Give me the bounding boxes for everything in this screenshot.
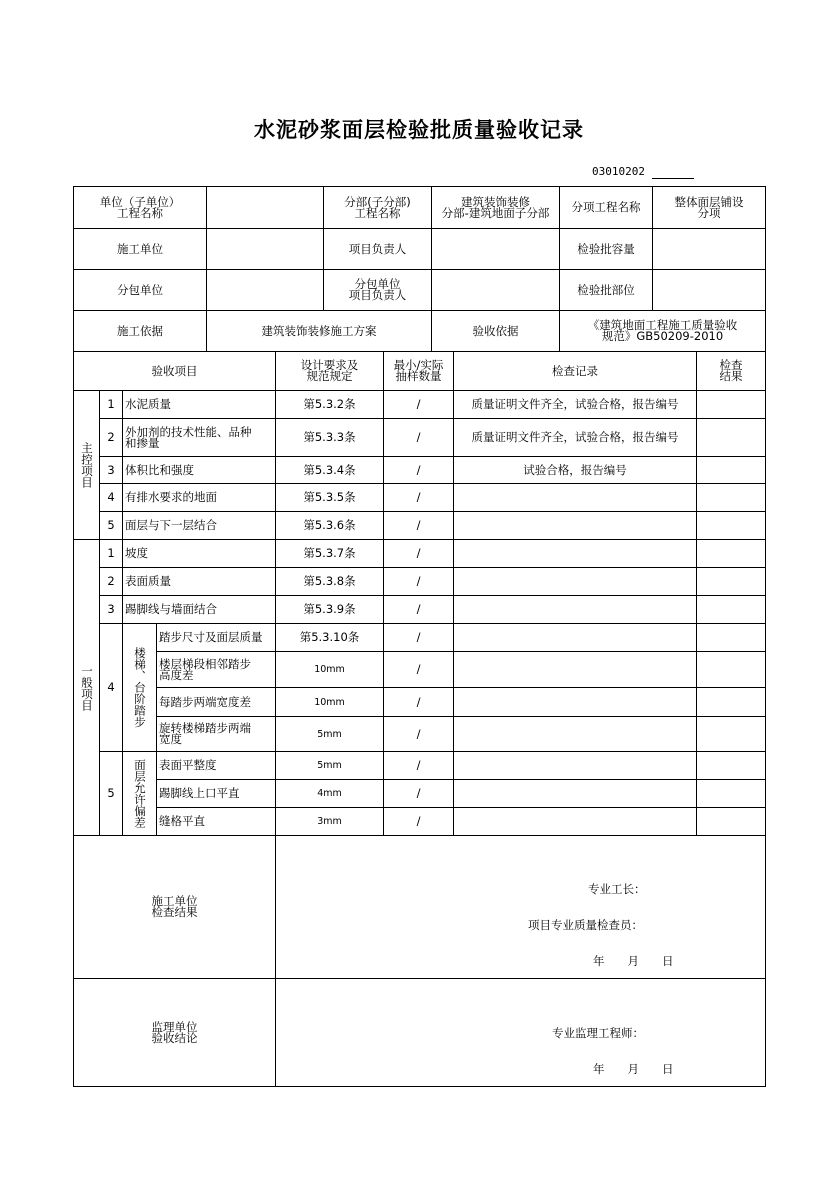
row-number: 2 xyxy=(99,567,123,596)
subitem-label: 分项工程名称 xyxy=(559,186,653,229)
inspection-record[interactable] xyxy=(453,511,697,540)
sub-lead-label: 分包单位 项目负责人 xyxy=(323,269,432,311)
inspection-result[interactable] xyxy=(696,539,766,568)
design-requirement: 3mm xyxy=(275,807,384,836)
design-requirement: 第5.3.9条 xyxy=(275,595,384,624)
contractor-label: 施工单位 xyxy=(73,228,207,270)
inspection-record[interactable]: 质量证明文件齐全，试验合格，报告编号 xyxy=(453,418,697,457)
sample-quantity[interactable]: / xyxy=(383,567,454,596)
inspection-result[interactable] xyxy=(696,623,766,652)
division-field[interactable]: 建筑装饰装修 分部-建筑地面子分部 xyxy=(431,186,560,229)
inspection-item: 楼层梯段相邻踏步 高度差 xyxy=(156,651,276,688)
supervising-engineer-signature-label: 专业监理工程师： xyxy=(552,1026,644,1040)
batch-location-label: 检验批部位 xyxy=(559,269,653,311)
inspection-result[interactable] xyxy=(696,651,766,688)
code-suffix-blank[interactable] xyxy=(652,178,694,179)
inspection-item: 表面平整度 xyxy=(156,751,276,780)
design-requirement: 10mm xyxy=(275,651,384,688)
supervisor-check-label: 监理单位 验收结论 xyxy=(73,978,276,1087)
inspection-result[interactable] xyxy=(696,751,766,780)
page-title: 水泥砂浆面层检验批质量验收记录 xyxy=(254,118,584,142)
general-group-label: 一般项目 xyxy=(73,539,100,836)
inspection-record[interactable] xyxy=(453,483,697,512)
inspection-record[interactable] xyxy=(453,716,697,752)
sample-quantity[interactable]: / xyxy=(383,483,454,512)
sample-quantity[interactable]: / xyxy=(383,807,454,836)
stairs-subgroup-label: 楼梯、台阶踏步 xyxy=(122,623,157,752)
sample-quantity[interactable]: / xyxy=(383,751,454,780)
sample-quantity[interactable]: / xyxy=(383,511,454,540)
inspection-result[interactable] xyxy=(696,595,766,624)
construction-basis-field[interactable]: 建筑装饰装修施工方案 xyxy=(206,310,432,352)
sample-quantity[interactable]: / xyxy=(383,651,454,688)
sample-quantity[interactable]: / xyxy=(383,539,454,568)
design-requirement: 10mm xyxy=(275,687,384,717)
subitem-field[interactable]: 整体面层铺设 分项 xyxy=(652,186,766,229)
sample-quantity[interactable]: / xyxy=(383,456,454,484)
column-header-sample: 最小/实际 抽样数量 xyxy=(383,351,454,391)
sample-quantity[interactable]: / xyxy=(383,623,454,652)
inspection-result[interactable] xyxy=(696,779,766,808)
supervisor-check-area[interactable] xyxy=(275,978,766,1087)
design-requirement: 第5.3.8条 xyxy=(275,567,384,596)
design-requirement: 第5.3.6条 xyxy=(275,511,384,540)
inspection-item: 面层与下一层结合 xyxy=(122,511,276,540)
design-requirement: 第5.3.7条 xyxy=(275,539,384,568)
inspection-result[interactable] xyxy=(696,567,766,596)
inspection-item: 踏步尺寸及面层质量 xyxy=(156,623,276,652)
row-number: 4 xyxy=(99,623,123,752)
batch-capacity-field[interactable] xyxy=(652,228,766,270)
row-number: 4 xyxy=(99,483,123,512)
sample-quantity[interactable]: / xyxy=(383,779,454,808)
subcontractor-label: 分包单位 xyxy=(73,269,207,311)
design-requirement: 4mm xyxy=(275,779,384,808)
construction-basis-label: 施工依据 xyxy=(73,310,207,352)
inspection-record[interactable] xyxy=(453,751,697,780)
inspection-record[interactable] xyxy=(453,807,697,836)
row-number: 5 xyxy=(99,511,123,540)
inspection-record[interactable] xyxy=(453,651,697,688)
column-header-design: 设计要求及 规范规定 xyxy=(275,351,384,391)
sample-quantity[interactable]: / xyxy=(383,716,454,752)
inspection-item: 坡度 xyxy=(122,539,276,568)
sample-quantity[interactable]: / xyxy=(383,595,454,624)
row-number: 3 xyxy=(99,595,123,624)
row-number: 1 xyxy=(99,539,123,568)
contractor-date-label: 年 月 日 xyxy=(593,954,674,968)
inspection-result[interactable] xyxy=(696,687,766,717)
contractor-check-area[interactable] xyxy=(275,835,766,979)
division-label: 分部(子分部) 工程名称 xyxy=(323,186,432,229)
row-number: 2 xyxy=(99,418,123,457)
design-requirement: 第5.3.4条 xyxy=(275,456,384,484)
row-number: 5 xyxy=(99,751,123,836)
contractor-check-label: 施工单位 检查结果 xyxy=(73,835,276,979)
inspection-result[interactable] xyxy=(696,418,766,457)
inspection-item: 每踏步两端宽度差 xyxy=(156,687,276,717)
inspection-item: 缝格平直 xyxy=(156,807,276,836)
inspection-item: 踢脚线上口平直 xyxy=(156,779,276,808)
main-control-group-label: 主控项目 xyxy=(73,390,100,540)
row-number: 1 xyxy=(99,390,123,419)
design-requirement: 5mm xyxy=(275,716,384,752)
row-number: 3 xyxy=(99,456,123,484)
contractor-field[interactable] xyxy=(206,228,324,270)
project-lead-label: 项目负责人 xyxy=(323,228,432,270)
design-requirement: 第5.3.3条 xyxy=(275,418,384,457)
design-requirement: 第5.3.10条 xyxy=(275,623,384,652)
inspection-item: 外加剂的技术性能、品种 和掺量 xyxy=(122,418,276,457)
inspection-item: 旋转楼梯踏步两端 宽度 xyxy=(156,716,276,752)
sample-quantity[interactable]: / xyxy=(383,687,454,717)
inspection-item: 水泥质量 xyxy=(122,390,276,419)
inspection-record[interactable]: 质量证明文件齐全，试验合格，报告编号 xyxy=(453,390,697,419)
column-header-item: 验收项目 xyxy=(73,351,276,391)
inspection-record[interactable]: 试验合格，报告编号 xyxy=(453,456,697,484)
design-requirement: 第5.3.5条 xyxy=(275,483,384,512)
design-requirement: 5mm xyxy=(275,751,384,780)
inspection-result[interactable] xyxy=(696,390,766,419)
inspection-result[interactable] xyxy=(696,716,766,752)
project-lead-field[interactable] xyxy=(431,228,560,270)
inspection-result[interactable] xyxy=(696,483,766,512)
acceptance-basis-field[interactable]: 《建筑地面工程施工质量验收 规范》GB50209-2010 xyxy=(559,310,766,352)
inspection-record[interactable] xyxy=(453,687,697,717)
sub-lead-field[interactable] xyxy=(431,269,560,311)
batch-location-field[interactable] xyxy=(652,269,766,311)
inspection-result[interactable] xyxy=(696,511,766,540)
unit-name-field[interactable] xyxy=(206,186,324,229)
inspection-record[interactable] xyxy=(453,567,697,596)
sample-quantity[interactable]: / xyxy=(383,390,454,419)
inspection-record[interactable] xyxy=(453,623,697,652)
quality-inspector-signature-label: 项目专业质量检查员： xyxy=(528,918,643,932)
foreman-signature-label: 专业工长： xyxy=(588,882,646,896)
supervisor-date-label: 年 月 日 xyxy=(593,1062,674,1076)
unit-name-label: 单位（子单位） 工程名称 xyxy=(73,186,207,229)
inspection-result[interactable] xyxy=(696,807,766,836)
inspection-record[interactable] xyxy=(453,539,697,568)
column-header-result: 检查 结果 xyxy=(696,351,766,391)
design-requirement: 第5.3.2条 xyxy=(275,390,384,419)
subcontractor-field[interactable] xyxy=(206,269,324,311)
column-header-record: 检查记录 xyxy=(453,351,697,391)
inspection-result[interactable] xyxy=(696,456,766,484)
batch-capacity-label: 检验批容量 xyxy=(559,228,653,270)
inspection-record[interactable] xyxy=(453,779,697,808)
inspection-item: 表面质量 xyxy=(122,567,276,596)
tolerance-subgroup-label: 面层允许偏差 xyxy=(122,751,157,836)
inspection-item: 体积比和强度 xyxy=(122,456,276,484)
sample-quantity[interactable]: / xyxy=(383,418,454,457)
inspection-record[interactable] xyxy=(453,595,697,624)
form-code: 03010202 xyxy=(592,165,645,178)
acceptance-basis-label: 验收依据 xyxy=(431,310,560,352)
inspection-item: 有排水要求的地面 xyxy=(122,483,276,512)
inspection-item: 踢脚线与墙面结合 xyxy=(122,595,276,624)
